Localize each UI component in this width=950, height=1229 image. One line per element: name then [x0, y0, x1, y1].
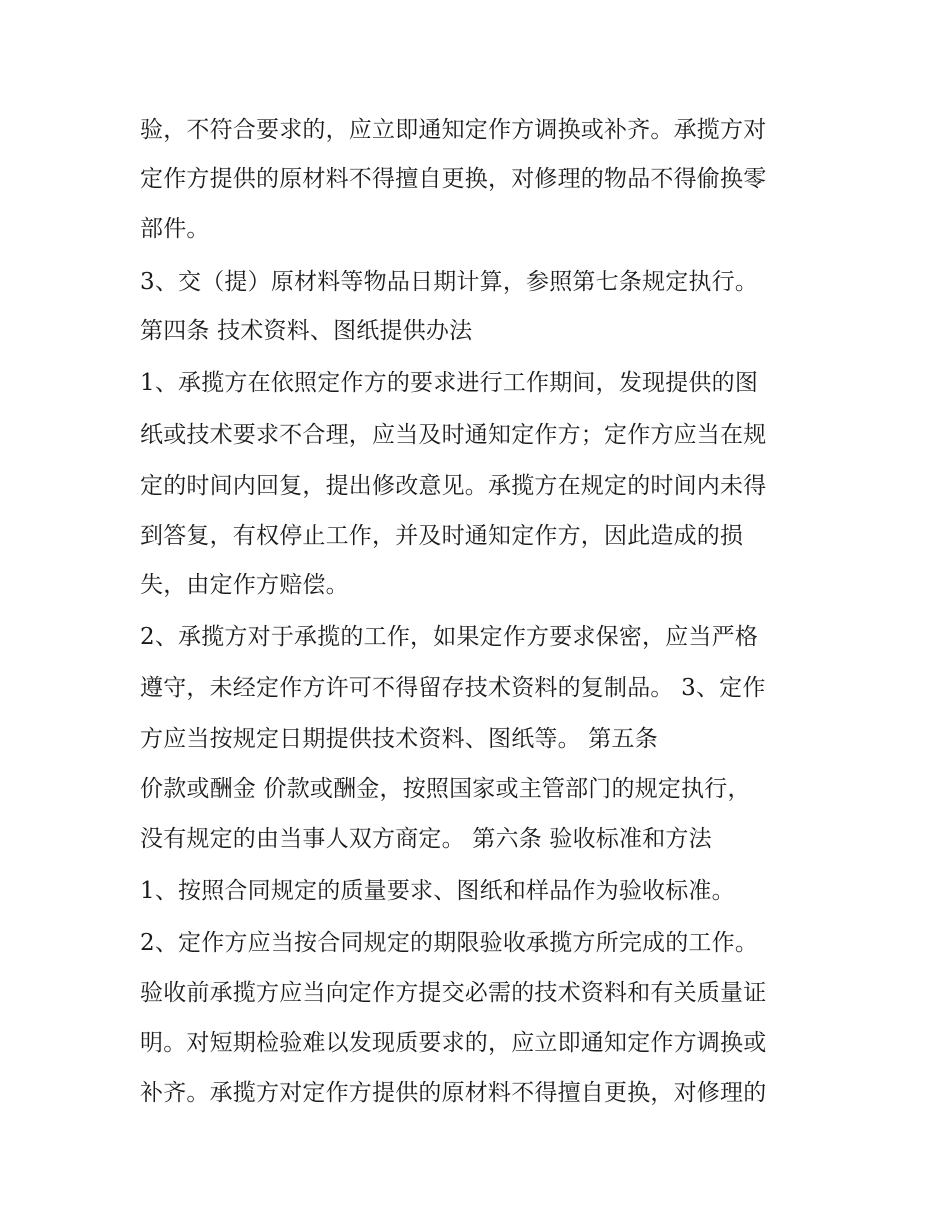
text-line: 定的时间内回复，提出修改意见。承揽方在规定的时间内未得	[140, 473, 767, 499]
text-line: 失，由定作方赔偿。	[140, 572, 349, 598]
text-line: 1、承揽方在依照定作方的要求进行工作期间，发现提供的图	[140, 370, 759, 396]
text-line: 验，不符合要求的，应立即通知定作方调换或补齐。承揽方对	[140, 117, 767, 143]
text-line: 2、承揽方对于承揽的工作，如果定作方要求保密，应当严格	[140, 624, 759, 650]
text-line: 没有规定的由当事人双方商定。 第六条 验收标准和方法	[140, 826, 712, 852]
text-line: 到答复，有权停止工作，并及时通知定作方，因此造成的损	[140, 523, 744, 549]
section-heading: 第四条 技术资料、图纸提供办法	[140, 318, 473, 344]
text-line: 方应当按规定日期提供技术资料、图纸等。 第五条	[140, 726, 658, 752]
text-line: 明。对短期检验难以发现质要求的，应立即通知定作方调换或	[140, 1030, 767, 1056]
text-line: 3、交（提）原材料等物品日期计算，参照第七条规定执行。	[140, 269, 759, 295]
text-line: 2、定作方应当按合同规定的期限验收承揽方所完成的工作。	[140, 930, 759, 956]
text-line: 部件。	[140, 216, 210, 242]
text-line: 遵守，未经定作方许可不得留存技术资料的复制品。 3、定作	[140, 675, 766, 701]
text-line: 补齐。承揽方对定作方提供的原材料不得擅自更换，对修理的	[140, 1080, 767, 1106]
text-line: 定作方提供的原材料不得擅自更换，对修理的物品不得偷换零	[140, 166, 767, 192]
text-line: 验收前承揽方应当向定作方提交必需的技术资料和有关质量证	[140, 980, 767, 1006]
text-line: 价款或酬金 价款或酬金，按照国家或主管部门的规定执行，	[140, 776, 751, 802]
text-line: 纸或技术要求不合理，应当及时通知定作方；定作方应当在规	[140, 422, 767, 448]
text-line: 1、按照合同规定的质量要求、图纸和样品作为验收标准。	[140, 878, 735, 904]
